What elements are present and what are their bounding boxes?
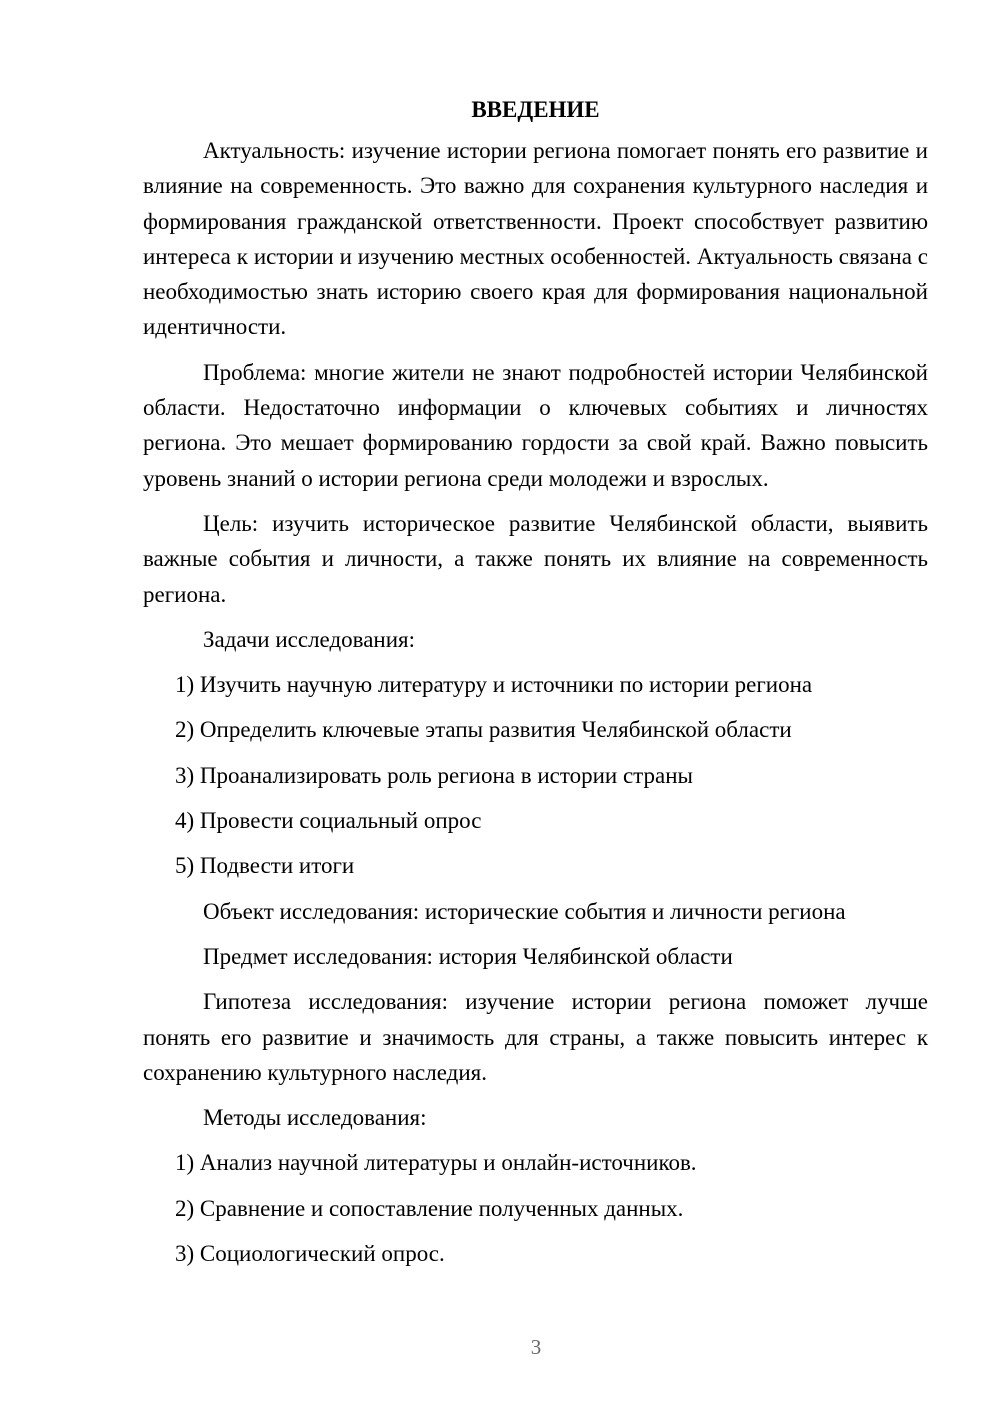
section-title: ВВЕДЕНИЕ — [471, 97, 600, 122]
tasks-list — [143, 667, 928, 883]
page-number: 3 — [530, 1335, 542, 1359]
methods-list — [143, 1145, 928, 1271]
method-item: 2) Сравнение и сопоставление полученных данных. — [175, 1195, 684, 1221]
subject-paragraph: Предмет исследования: история Челябинской области — [203, 943, 733, 969]
task-item: 5) Подвести итоги — [175, 853, 355, 879]
methods-heading: Методы исследования: — [203, 1105, 427, 1131]
tasks-heading: Задачи исследования: — [203, 626, 416, 652]
goal-paragraph: Цель: изучить историческое развитие Челябинской области, выявить важные события и личности, а также понять их влияние на современность региона. — [143, 510, 928, 607]
object-paragraph: Объект исследования: исторические события и личности региона — [203, 898, 846, 924]
task-item: 4) Провести социальный опрос — [175, 808, 482, 834]
hypothesis-paragraph: Гипотеза исследования: изучение истории региона поможет лучше понять его развитие и значимость для страны, а также повысить интерес к сохранению культурного наследия. — [143, 989, 928, 1085]
problem-paragraph: Проблема: многие жители не знают подробностей истории Челябинской области. Недостаточно информации о ключевых событиях и личностях региона. Это мешает формированию гордости за свой край. Важно повысить уровень знаний о истории региона среди молодежи и взрослых. — [143, 359, 928, 491]
method-item: 3) Социологический опрос. — [175, 1241, 445, 1267]
task-item: 2) Определить ключевые этапы развития Челябинской области — [175, 717, 792, 743]
page-content — [143, 92, 928, 1281]
task-item: 3) Проанализировать роль региона в истории страны — [175, 762, 693, 788]
task-item: 1) Изучить научную литературу и источники по истории региона — [175, 672, 813, 698]
method-item: 1) Анализ научной литературы и онлайн-источников. — [175, 1150, 697, 1176]
relevance-paragraph: Актуальность: изучение истории региона помогает понять его развитие и влияние на современность. Это важно для сохранения культурного наследия и формирования гражданской ответственности. Проект способствует развитию интереса к истории и изучению местных особенностей. Актуальность связана с необходимостью знать историю своего края для формирования национальной идентичности. — [143, 138, 928, 340]
